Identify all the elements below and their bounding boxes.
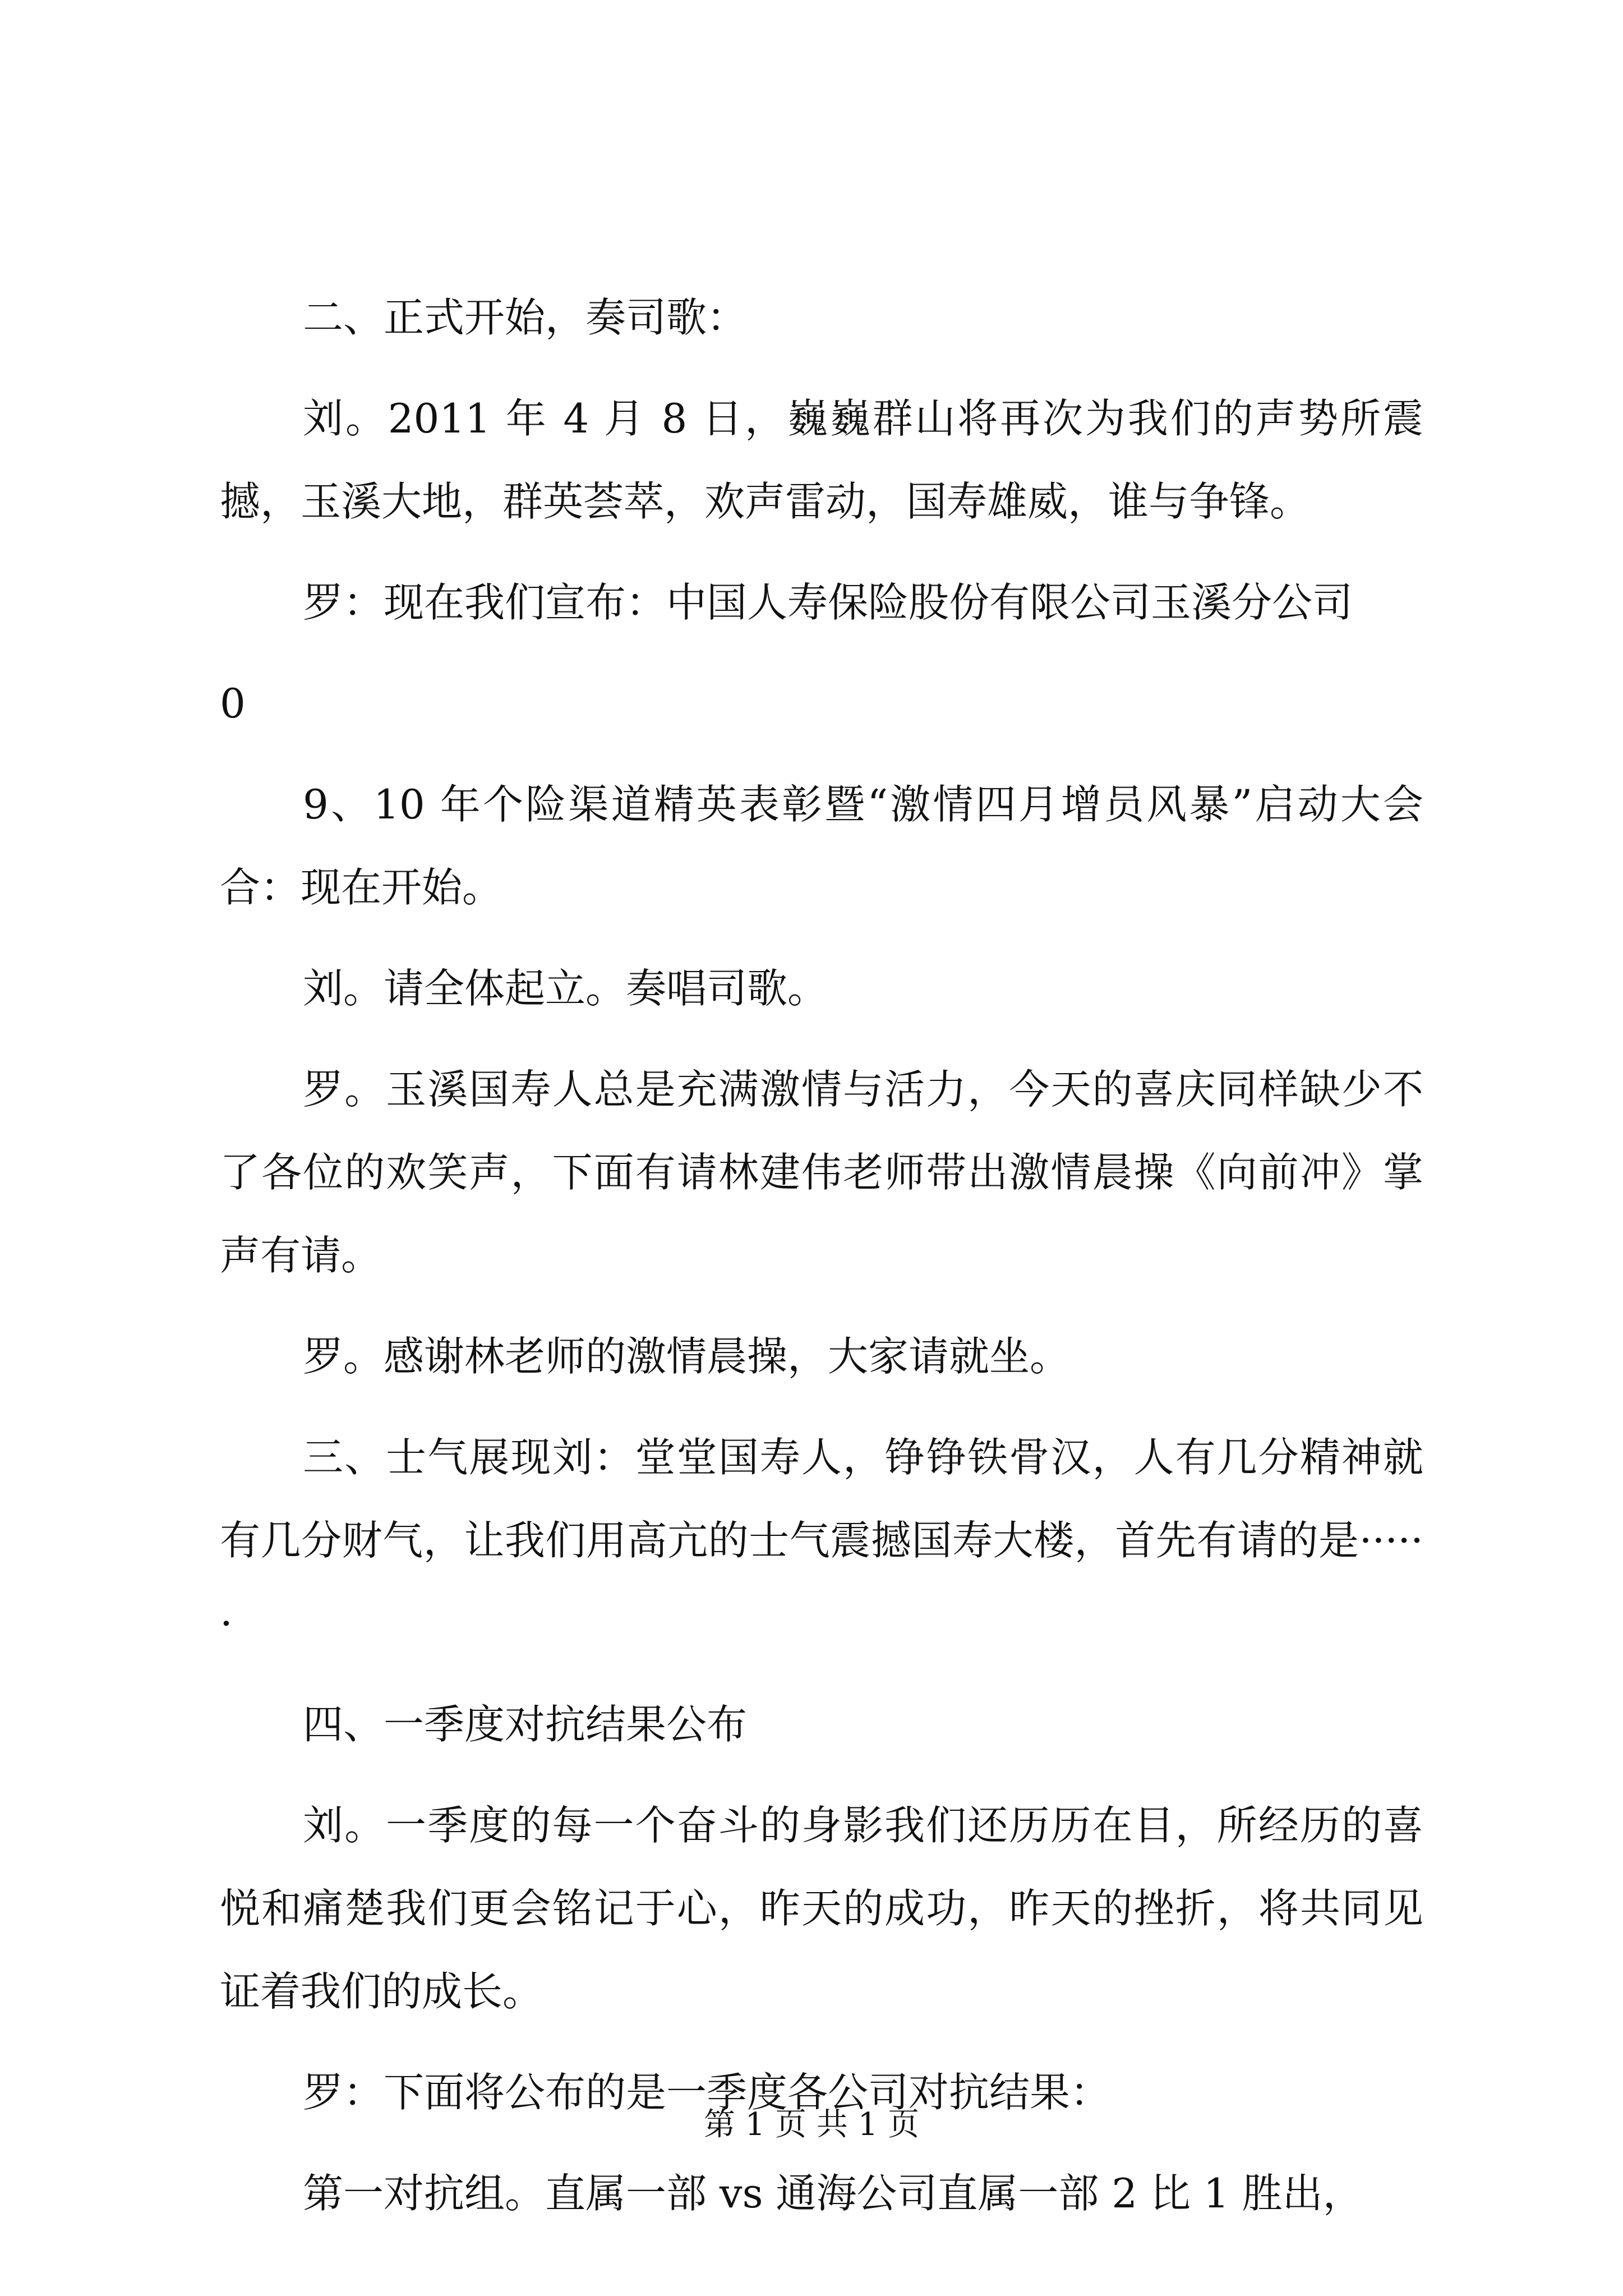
paragraph-results-intro: 罗：下面将公布的是一季度各公司对抗结果： bbox=[303, 2069, 1111, 2116]
paragraph-section-four-heading: 四、一季度对抗结果公布 bbox=[303, 1701, 748, 1748]
page-footer: 第 1 页 共 1 页 bbox=[703, 2106, 920, 2143]
paragraph-opening-liu: 刘。2011 年 4 月 8 日，巍巍群山将再次为我们的声势所震撼，玉溪大地，群英荟萃，欢声雷动，国寿雄威，谁与争锋。 bbox=[220, 395, 1423, 525]
paragraph-quarter-review: 刘。一季度的每一个奋斗的身影我们还历历在目，所经历的喜悦和痛楚我们更会铭记于心，昨天的成功，昨天的挫折，将共同见证着我们的成长。 bbox=[220, 1802, 1423, 2015]
document-body bbox=[220, 276, 1423, 2253]
paragraph-event-start: 9、10 年个险渠道精英表彰暨“激情四月增员风暴”启动大会合：现在开始。 bbox=[220, 781, 1423, 911]
paragraph-thanks: 罗。感谢林老师的激情晨操，大家请就坐。 bbox=[303, 1333, 1071, 1380]
paragraph-section-two-heading: 二、正式开始，奏司歌： bbox=[303, 294, 748, 341]
paragraph-section-three: 三、士气展现刘：堂堂国寿人，铮铮铁骨汉，人有几分精神就有几分财气，让我们用高亢的士气震撼国寿大楼，首先有请的是······ bbox=[220, 1434, 1423, 1647]
paragraph-zero-line: 0 bbox=[220, 680, 246, 727]
paragraph-morning-exercise: 罗。玉溪国寿人总是充满激情与活力，今天的喜庆同样缺少不了各位的欢笑声，下面有请林建伟老师带出激情晨操《向前冲》掌声有请。 bbox=[220, 1066, 1423, 1279]
paragraph-first-group: 第一对抗组。直属一部 vs 通海公司直属一部 2 比 1 胜出， bbox=[303, 2170, 1363, 2217]
paragraph-stand-up: 刘。请全体起立。奏唱司歌。 bbox=[303, 965, 828, 1012]
paragraph-announcement-luo: 罗：现在我们宣布：中国人寿保险股份有限公司玉溪分公司 bbox=[303, 579, 1353, 626]
